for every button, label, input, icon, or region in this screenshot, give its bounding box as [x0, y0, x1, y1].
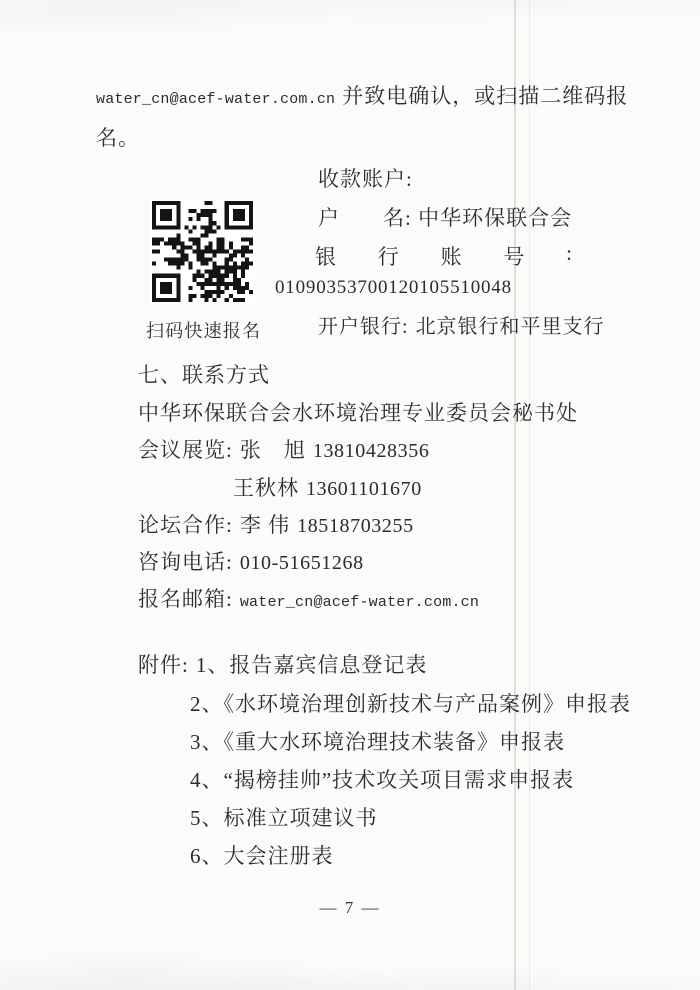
phone-number: 010-51651268 — [239, 552, 364, 574]
payment-heading: 收款账户: — [318, 167, 413, 191]
attachments-label: 附件: — [138, 653, 189, 677]
exhibition-phone-2: 13601101670 — [306, 478, 422, 500]
email-label: 报名邮箱: — [138, 587, 233, 611]
holder-label-char: 户 — [318, 206, 340, 230]
qr-caption: 扫码快速报名 — [146, 321, 262, 341]
bank-label-char: : — [566, 241, 573, 265]
account-holder-row — [318, 202, 572, 232]
bank-label-char: 账 — [440, 245, 463, 269]
intro-line-1 — [96, 80, 628, 110]
exhibition-name-2: 王秋林 — [233, 476, 299, 500]
intro-line-2: 名。 — [96, 126, 140, 150]
email-row — [138, 583, 479, 613]
page-number: — 7 — — [319, 898, 381, 917]
forum-phone: 18518703255 — [297, 515, 414, 537]
forum-label: 论坛合作: — [138, 513, 233, 537]
exhibition-name: 张 旭 — [239, 438, 306, 462]
phone-label: 咨询电话: — [138, 550, 233, 574]
bank-label-char: 银 — [315, 245, 337, 269]
phone-row — [138, 546, 364, 576]
email-value: water_cn@acef-water.com.cn — [239, 594, 480, 611]
attachment-item: 2、《水环境治理创新技术与产品案例》申报表 — [190, 692, 631, 716]
contact-heading: 七、联系方式 — [138, 363, 270, 387]
forum-contact-row — [138, 509, 414, 539]
attachment-item: 6、大会注册表 — [190, 844, 334, 868]
scan-fold-line — [514, 0, 516, 990]
bank-branch-label: 开户银行: — [318, 316, 409, 338]
scan-fold-line-2 — [529, 0, 530, 990]
attachment-item: 4、“揭榜挂帅”技术攻关项目需求申报表 — [190, 768, 575, 792]
exhibition-contact-row-2 — [233, 472, 422, 502]
exhibition-label: 会议展览: — [138, 438, 233, 462]
attachments-row-1 — [138, 649, 427, 679]
bank-label-char: 行 — [377, 245, 400, 269]
attachment-item: 1、报告嘉宾信息登记表 — [195, 653, 428, 677]
qr-code — [150, 199, 255, 304]
bank-label-char: 号 — [503, 245, 526, 269]
attachment-item: 5、标准立项建议书 — [190, 806, 378, 830]
email-text: water_cn@acef-water.com.cn — [96, 91, 336, 108]
exhibition-contact-row — [138, 434, 429, 464]
attachment-item: 3、《重大水环境治理技术装备》申报表 — [190, 730, 565, 754]
bank-branch-row — [318, 310, 605, 339]
contact-org: 中华环保联合会水环境治理专业委员会秘书处 — [138, 401, 578, 425]
intro-line-1-cjk: 并致电确认，或扫描二维码报 — [342, 84, 629, 108]
bank-branch-value: 北京银行和平里支行 — [415, 316, 605, 338]
account-number: 01090353700120105510048 — [275, 277, 512, 298]
bank-account-label-row — [315, 241, 573, 271]
exhibition-phone: 13810428356 — [312, 440, 430, 462]
holder-value: 名: 中华环保联合会 — [383, 206, 573, 230]
forum-name: 李 伟 — [239, 513, 291, 537]
